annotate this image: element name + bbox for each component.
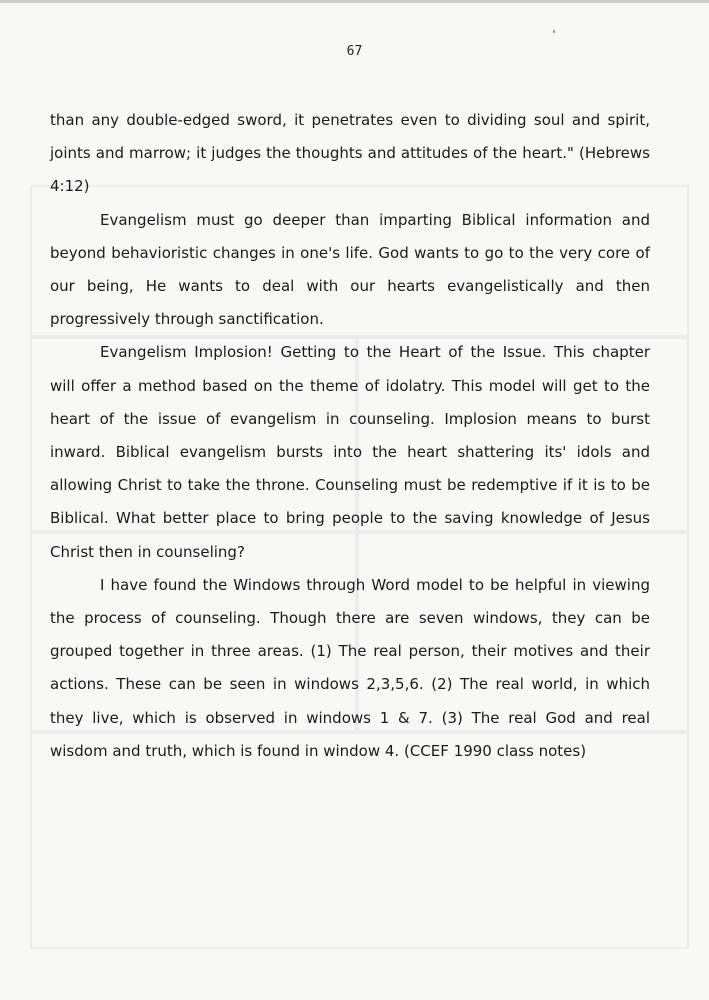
- paragraph-windows-model: I have found the Windows through Word model to be helpful in viewing the process of counseling. Though there are seven windows, they can be grouped together in three areas. (1) The real person, their motives and their actions. These can be seen in windows 2,3,5,6. (2) The real world, in which they live, which is observed in windows 1 & 7. (3) The real God and real wisdom and truth, which is found in window 4. (CCEF 1990 class notes): [50, 575, 650, 760]
- top-edge-rule: [0, 0, 709, 3]
- scan-speck: [553, 30, 555, 33]
- paragraph-evangelism-implosion: Evangelism Implosion! Getting to the Heart of the Issue. This chapter will offer a method based on the theme of idolatry. This model will get to the heart of the issue of evangelism in counseling. Implosion means to burst inward. Biblical evangelism bursts into the heart shattering its' idols and allowing Christ to take the throne. Counseling must be redemptive if it is to be Biblical. What better place to bring people to the saving knowledge of Jesus Christ then in counseling?: [50, 343, 650, 561]
- paragraph-evangelism-deeper: Evangelism must go deeper than imparting Biblical information and beyond behavioristic changes in one's life. God wants to go to the very core of our being, He wants to deal with our hearts evangelistically and then progressively through sanctification.: [50, 210, 650, 329]
- page-number: 67: [346, 44, 363, 59]
- paragraph-hebrews-quote: than any double-edged sword, it penetrates even to dividing soul and spirit, joints and marrow; it judges the thoughts and attitudes of the heart." (Hebrews 4:12): [50, 111, 650, 196]
- body-text: [50, 104, 650, 768]
